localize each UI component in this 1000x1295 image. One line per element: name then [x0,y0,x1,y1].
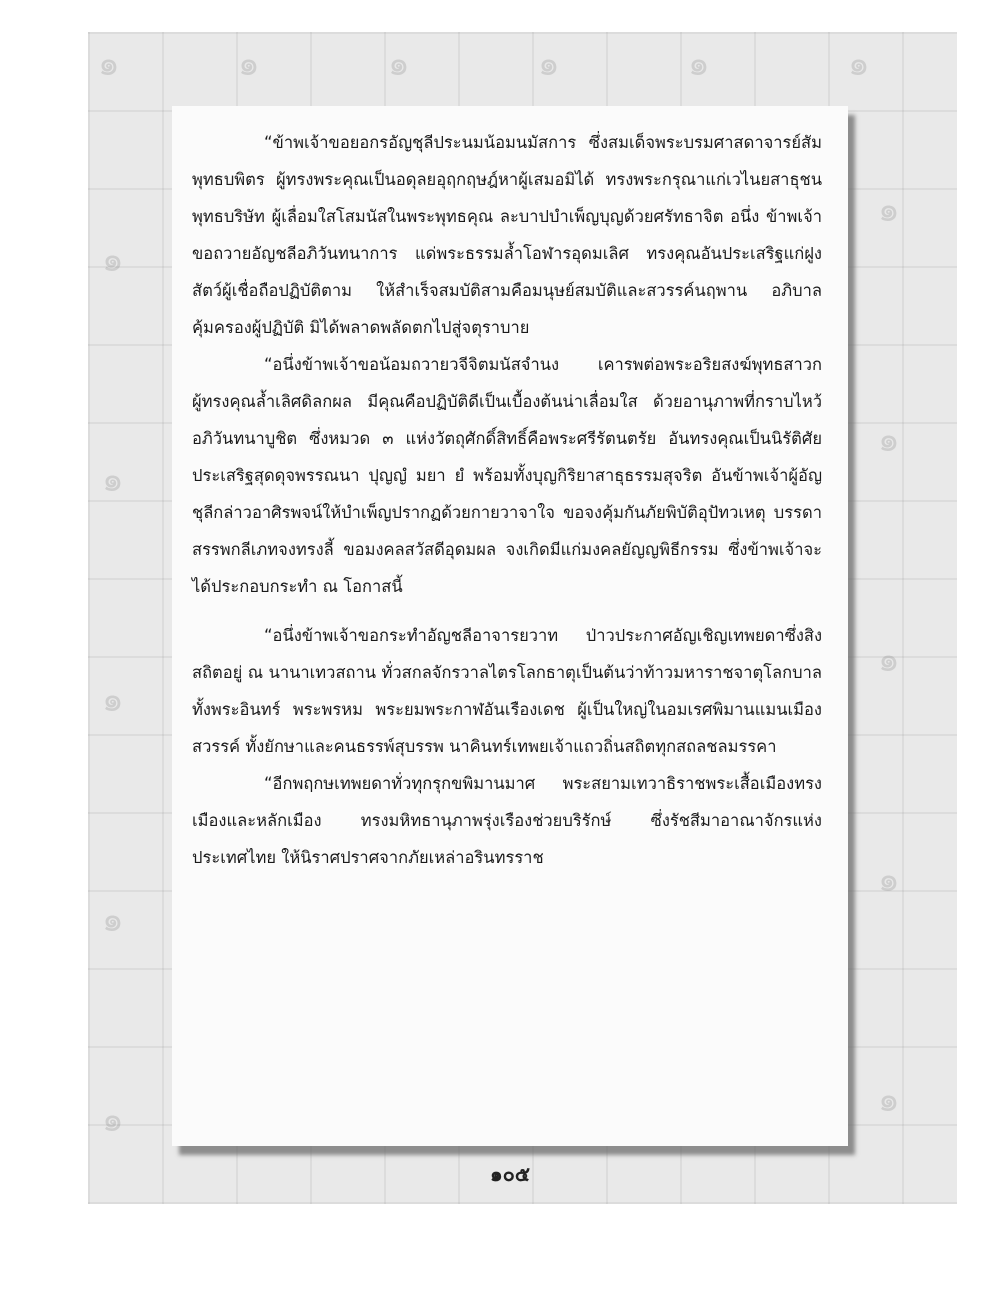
watermark-glyph: ๑ [848,44,870,84]
watermark-glyph: ๑ [878,860,900,900]
watermark-glyph: ๑ [238,44,260,84]
watermark-glyph: ๑ [102,240,124,280]
paragraph-homage-buddha-dhamma: “ข้าพเจ้าขอยอกรอัญชุลีประนมน้อมนมัสการ ซึ่งสมเด็จพระบรมศาสดาจารย์สัมพุทธบพิตร ผู้ทรงพระคุณเป็นอดุลยอุฤกฤษฎ์หาผู้เสมอมิได้ ทรงพระกรุณาแก่เวไนยสาธุชนพุทธบริษัท ผู้เลื่อมใสโสมนัสในพระพุทธคุณ ละบาปบำเพ็ญบุญด้วยศรัทธาจิต อนึ่ง ข้าพเจ้าขอถวายอัญชลีอภิวันทนาการ แด่พระธรรมล้ำโอฬารอุดมเลิศ ทรงคุณอันประเสริฐแก่ฝูงสัตว์ผู้เชื่อถือปฏิบัติตาม ให้สำเร็จสมบัติสามคือมนุษย์สมบัติและสวรรค์นฤพาน อภิบาลคุ้มครองผู้ปฏิบัติ มิได้พลาดพลัดตกไปสู่จตุราบาย [192,133,822,337]
paragraph-tree-deities: “อีกพฤกษเทพยดาทั่วทุกรุกขพิมานมาศ พระสยามเทวาธิราชพระเสื้อเมืองทรงเมืองและหลักเมือง ทรงมหิทธานุภาพรุ่งเรืองช่วยบริรักษ์ ซึ่งรัชสีมาอาณาจักรแห่งประเทศไทย ให้นิราศปราศจากภัยเหล่าอรินทรราช [192,774,822,867]
watermark-glyph: ๑ [388,44,410,84]
page-number: ๑๐๕ [489,1162,531,1186]
watermark-glyph: ๑ [102,900,124,940]
watermark-glyph: ๑ [102,1100,124,1140]
paragraph-homage-sangha: “อนึ่งข้าพเจ้าขอน้อมถวายวจีจิตมนัสจำนง เคารพต่อพระอริยสงฆ์พุทธสาวกผู้ทรงคุณล้ำเลิศดิลกผล มีคุณคือปฏิบัติดีเป็นเบื้องต้นน่าเลื่อมใส ด้วยอานุภาพที่กราบไหว้อภิวันทนาบูชิต ซึ่งหมวด ๓ แห่งวัตถุศักดิ์สิทธิ์คือพระศรีรัตนตรัย อันทรงคุณเป็นนิรัติศัยประเสริฐสุดดุจพรรณนา ปุญญํ มยา ยํ พร้อมทั้งบุญกิริยาสาธุธรรมสุจริต อันข้าพเจ้าผู้อัญชุลีกล่าวอาศิรพจน์ให้บำเพ็ญปรากฏด้วยกายวาจาใจ ขอจงคุ้มกันภัยพิบัติอุปัทวเหตุ บรรดาสรรพกลีเภทจงทรงลี้ ขอมงคลสวัสดีอุดมผล จงเกิดมีแก่มงคลยัญญพิธีกรรม ซึ่งข้าพเจ้าจะได้ประกอบกระทำ ณ โอกาสนี้ [192,355,822,596]
watermark-glyph: ๑ [102,460,124,500]
watermark-glyph: ๑ [878,420,900,460]
watermark-glyph: ๑ [878,640,900,680]
watermark-glyph: ๑ [538,44,560,84]
watermark-glyph: ๑ [102,680,124,720]
document-body [192,124,822,876]
paragraph-invocation-deities: “อนึ่งข้าพเจ้าขอกระทำอัญชลีอาจารยวาท ป่าวประกาศอัญเชิญเทพยดาซึ่งสิงสถิตอยู่ ณ นานาเทวสถาน ทั่วสกลจักรวาลไตรโลกธาตุเป็นต้นว่าท้าวมหาราชจาตุโลกบาล ทั้งพระอินทร์ พระพรหม พระยมพระกาฬอันเรืองเดช ผู้เป็นใหญ่ในอมเรศพิมานแมนเมืองสวรรค์ ทั้งยักษาและคนธรรพ์สุบรรพ นาคินทร์เทพยเจ้าแถวถิ่นสถิตทุกสถลชลมรรคา [192,626,822,756]
watermark-glyph: ๑ [688,44,710,84]
watermark-glyph: ๑ [878,190,900,230]
watermark-glyph: ๑ [878,1080,900,1120]
watermark-glyph: ๑ [98,44,120,84]
